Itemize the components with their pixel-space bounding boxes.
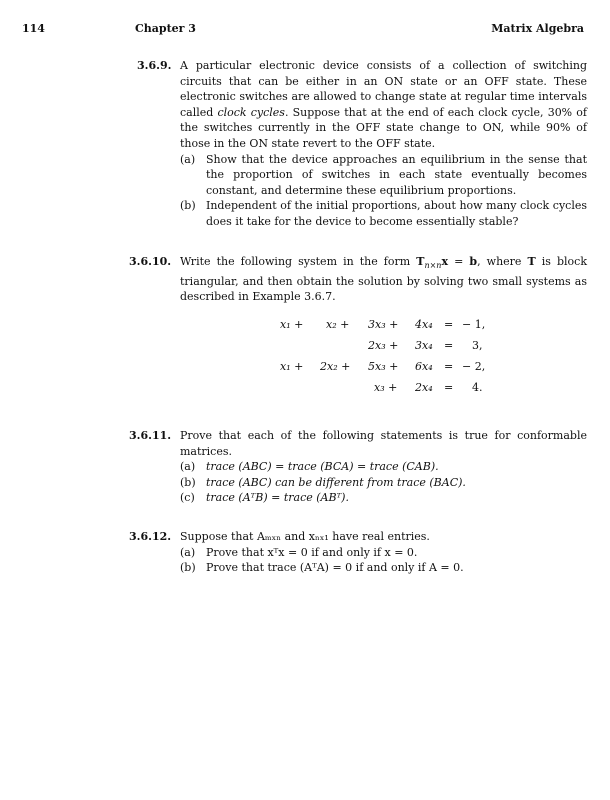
equation-row: x₁ + 2x₂ + 5x₃ + 6x₄ = − 2, [280,360,486,373]
problem-3-6-12 [129,529,587,576]
part-a: (a) Prove that xᵀx = 0 if and only if x = 0. [180,545,418,559]
problem-statement: Suppose that Aₘₓₙ and xₙₓ₁ have real entries. [180,530,430,543]
problem-parts [180,545,587,576]
problem-number: 3.6.10. [129,255,172,268]
problem-number: 3.6.9. [137,59,172,72]
problem-3-6-10 [129,254,587,305]
part-c: (c) trace (AᵀB) = trace (ABᵀ). [180,491,349,505]
part-a: (a) Show that the device approaches an equilibrium in the sense that the proportion of switches in each state eventually becomes constant, and determine these equilibrium proportions. [180,152,587,197]
equation-row: x₁ + x₂ + 3x₃ + 4x₄ = − 1, [280,318,486,331]
part-b: (b) Prove that trace (AᵀA) = 0 if and only if A = 0. [180,561,464,575]
part-b: (b) trace (ABC) can be different from trace (BAC). [180,475,466,489]
part-a: (a) trace (ABC) = trace (BCA) = trace (CAB). [180,460,439,474]
problem-3-6-9 [129,58,587,230]
problem-number: 3.6.12. [129,530,172,543]
linear-system [280,318,490,402]
problem-number: 3.6.11. [129,429,172,442]
problem-statement: Write the following system in the form $T_{n\times n}x = b$, where T is block triangular, and then obtain the solution by solving two small systems as described in Example 3.6.7. [180,255,587,304]
problem-3-6-11 [129,428,587,506]
problem-parts [180,152,587,230]
equation-row: x₃ + 2x₄ = 4. [374,381,483,394]
problem-statement: A particular electronic device consists of a collection of switching circuits that can be either in an ON state or an OFF state. These electronic switches are allowed to change state at regular time intervals called clock cycles. Suppose that at the end of each clock cycle, 30% of the switches currently in the OFF state change to ON, while 90% of those in the ON state revert to the OFF state. [180,59,587,150]
page-number: 114 [22,22,45,35]
part-b: (b) Independent of the initial proportions, about how many clock cycles does it take for the device to become essentially stable? [180,199,587,228]
chapter-label: Chapter 3 [135,22,196,35]
equation-row: 2x₃ + 3x₄ = 3, [368,339,483,352]
problem-statement: Prove that each of the following statements is true for conformable matrices. [180,429,587,458]
problem-parts [180,459,587,506]
running-title: Matrix Algebra [491,22,584,35]
